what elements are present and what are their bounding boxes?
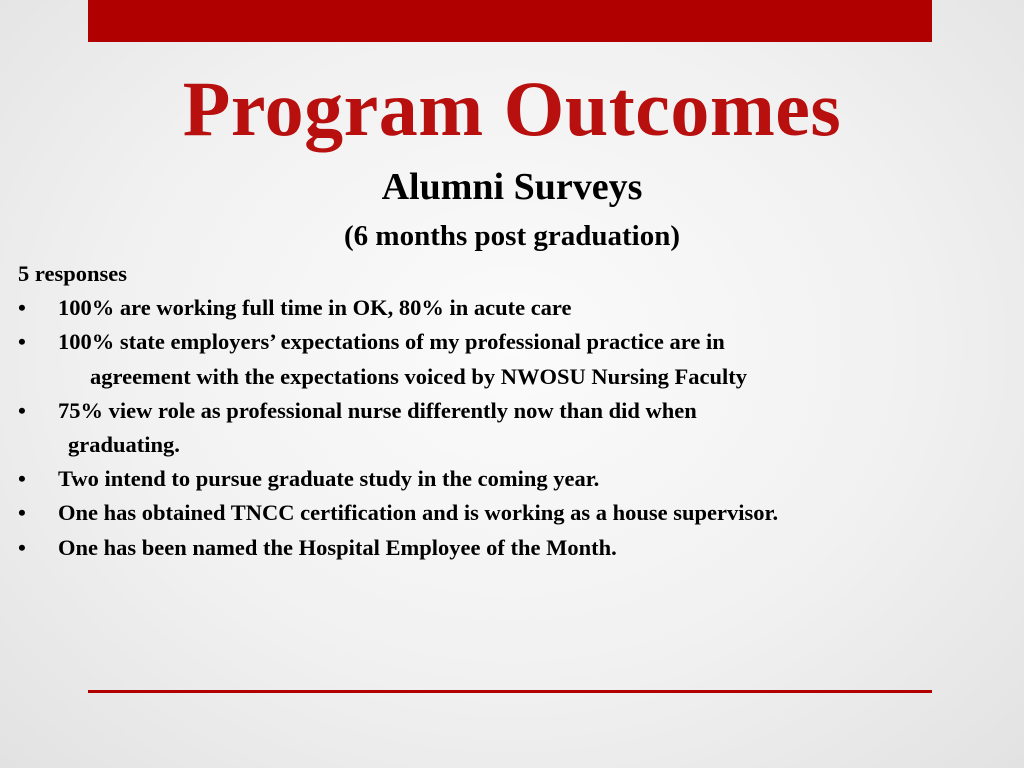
bottom-divider [88,690,932,693]
bullet-text: Two intend to pursue graduate study in the coming year. [58,466,600,492]
bullet-text: 100% are working full time in OK, 80% in acute care [58,295,572,321]
bullet-item [18,325,1008,359]
bullet-item [18,496,1008,530]
bullet-item [18,462,1008,496]
bullet-icon: • [18,329,26,355]
bullet-text: agreement with the expectations voiced by NWOSU Nursing Faculty [90,363,748,389]
bullet-text: 100% state employers’ expectations of my professional practice are in [58,329,725,355]
bullet-continuation [18,428,1008,462]
bullet-icon: • [18,466,26,492]
slide-subtitle: Alumni Surveys [381,166,643,208]
bullet-item [18,394,1008,428]
bullet-text: graduating. [68,431,180,457]
responses-count: 5 responses [18,261,127,286]
bullet-icon: • [18,397,26,423]
bullet-text: 75% view role as professional nurse differently now than did when [58,397,697,423]
bullet-item [18,291,1008,325]
top-accent-bar [88,0,932,42]
bullet-icon: • [18,500,26,526]
slide-subtitle-detail: (6 months post graduation) [344,220,680,252]
bullet-text: One has been named the Hospital Employee of the Month. [58,534,617,560]
bullet-text: One has obtained TNCC certification and is working as a house supervisor. [58,500,779,526]
slide-title: Program Outcomes [182,65,842,152]
bullet-continuation [18,360,1008,394]
bullet-icon: • [18,534,26,560]
bullet-icon: • [18,295,26,321]
bullet-item [18,531,1008,565]
slide-body [18,257,1008,565]
